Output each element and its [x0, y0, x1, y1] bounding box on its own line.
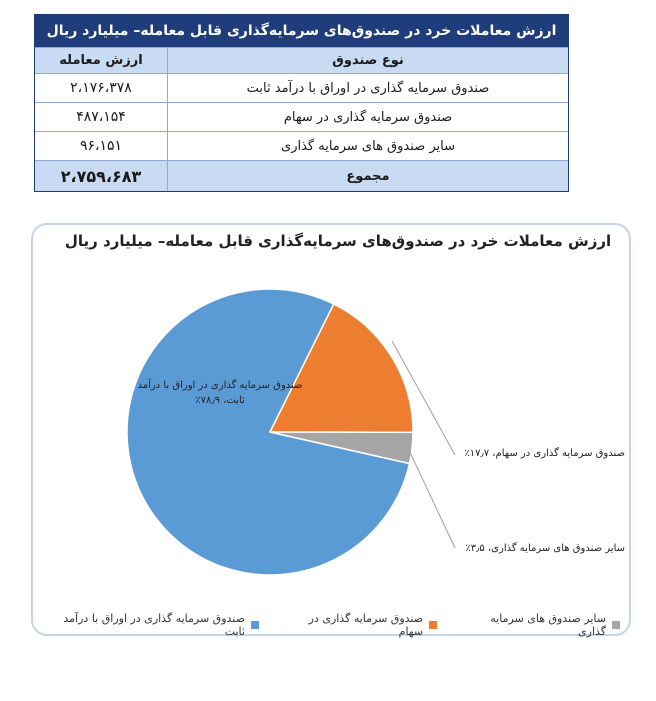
legend-item: [459, 612, 620, 638]
total-label: مجموع: [167, 161, 568, 191]
row-fund-type: سایر صندوق های سرمایه گذاری: [167, 132, 568, 160]
legend-swatch: [612, 621, 620, 629]
row-trade-value: ۲،۱۷۶،۳۷۸: [70, 80, 132, 96]
header-fund-type: نوع صندوق: [167, 48, 568, 73]
chart-legend: [40, 612, 620, 638]
row-fund-type: صندوق سرمایه گذاری در اوراق با درآمد ثابت: [167, 74, 568, 102]
slice-label-other: [455, 541, 625, 556]
slice-label-line: ثابت، ۷۸٫۹٪: [195, 395, 245, 406]
total-value: ۲،۷۵۹،۶۸۳: [60, 166, 142, 186]
legend-label: صندوق سرمایه گذاری در سهام: [308, 612, 424, 638]
legend-swatch: [429, 621, 437, 629]
header-trade-value: ارزش معامله: [59, 53, 143, 68]
legend-swatch: [251, 621, 259, 629]
legend-item: [40, 612, 259, 638]
legend-item: [281, 612, 437, 638]
slice-label-line: سایر صندوق های سرمایه گذاری، ۳٫۵٪: [465, 543, 625, 554]
slice-label-line: صندوق سرمایه گذاری در سهام، ۱۷٫۷٪: [464, 448, 625, 459]
row-trade-value: ۹۶،۱۵۱: [79, 138, 123, 154]
row-fund-type: صندوق سرمایه گذاری در سهام: [167, 103, 568, 131]
slice-label-line: صندوق سرمایه گذاری در اوراق با درآمد: [137, 380, 303, 391]
chart-title: ارزش معاملات خرد در صندوق‌های سرمایه‌گذاری قابل معامله– میلیارد ریال: [64, 232, 612, 250]
slice-label-fixed-income: [120, 378, 320, 408]
legend-label: سایر صندوق های سرمایه گذاری: [490, 612, 607, 638]
slice-label-equity: [455, 446, 625, 461]
table-title: ارزش معاملات خرد در صندوق‌های سرمایه‌گذاری قابل معامله– میلیارد ریال: [35, 15, 568, 47]
legend-label: صندوق سرمایه گذاری در اوراق با درآمد ثابت: [63, 612, 245, 638]
leader-line-other: [408, 448, 455, 548]
row-trade-value: ۴۸۷،۱۵۴: [76, 109, 126, 125]
